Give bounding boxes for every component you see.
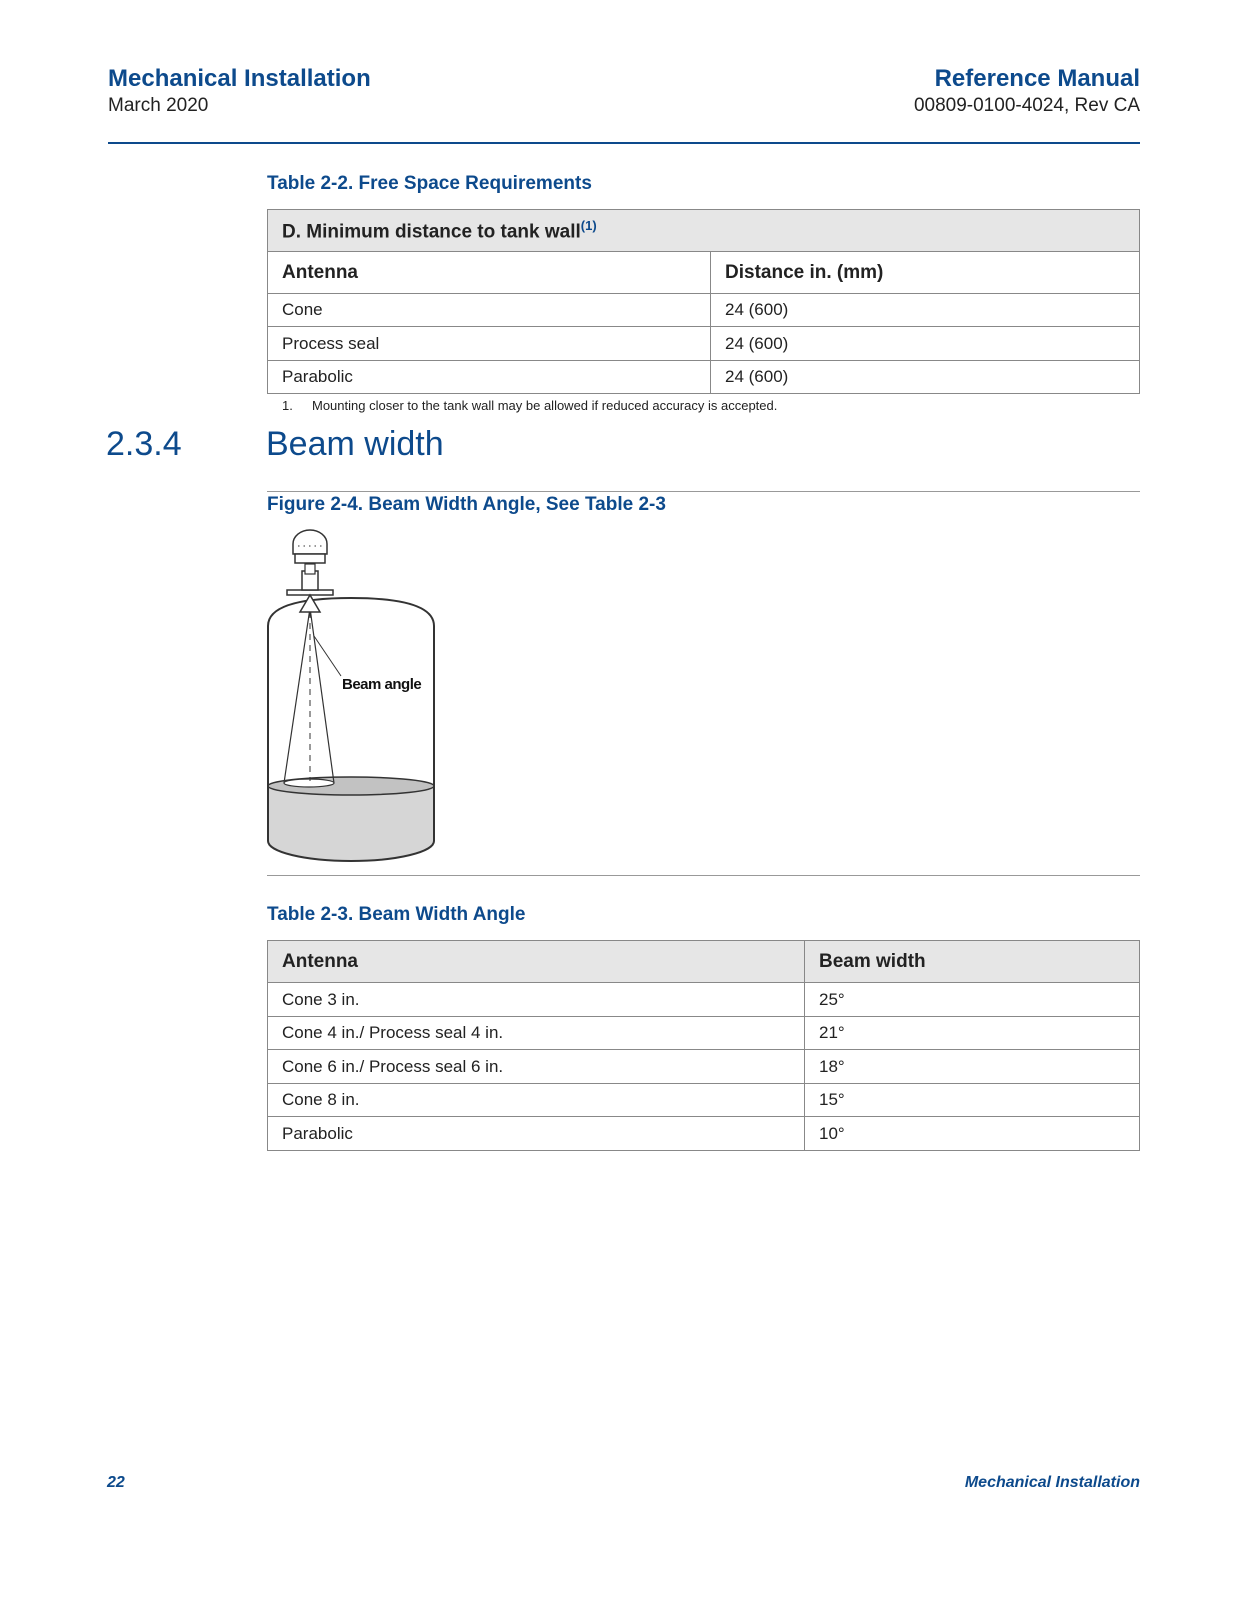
antenna-cell: Parabolic (268, 1117, 805, 1151)
manual-title: Reference Manual (934, 65, 1140, 92)
table-row (268, 327, 1140, 361)
figure-caption-text: Figure 2-4. Beam Width Angle, See (267, 494, 585, 515)
header-divider (108, 142, 1140, 144)
distance-cell: 24 (600) (711, 327, 1140, 361)
distance-cell: 24 (600) (711, 361, 1140, 394)
figure-caption (267, 494, 666, 516)
header-left (108, 64, 371, 118)
table-row (268, 983, 1140, 1017)
table-2-2-caption: Table 2-2. Free Space Requirements (267, 173, 592, 194)
footnote-ref[interactable]: (1) (580, 217, 597, 233)
group-header-text: D. Minimum distance to tank wall (282, 221, 581, 243)
antenna-cell: Cone 4 in./ Process seal 4 in. (268, 1017, 805, 1050)
footer-section-name: Mechanical Installation (964, 1474, 1140, 1491)
beam-width-cell: 18° (805, 1050, 1140, 1084)
table-row (268, 1050, 1140, 1084)
column-header-antenna: Antenna (268, 941, 805, 983)
beam-width-cell: 10° (805, 1117, 1140, 1151)
footnote-number: 1. (282, 398, 293, 413)
antenna-cell: Cone 3 in. (268, 983, 805, 1017)
table-cross-reference-link[interactable]: Table 2-3 (584, 494, 666, 515)
section-title: Beam width (266, 425, 444, 463)
beam-width-table (267, 940, 1140, 1151)
footnote-text: Mounting closer to the tank wall may be allowed if reduced accuracy is accepted. (312, 398, 778, 413)
transmitter-housing (295, 554, 325, 563)
publication-date: March 2020 (108, 95, 209, 116)
liquid-fill (268, 786, 434, 861)
table-row (268, 1084, 1140, 1117)
table-group-header-row (268, 210, 1140, 252)
antenna-cell: Process seal (268, 327, 711, 361)
beam-width-cell: 21° (805, 1017, 1140, 1050)
table-row (268, 1117, 1140, 1151)
beam-width-cell: 15° (805, 1084, 1140, 1117)
beam-cone (284, 608, 334, 783)
header-right (914, 64, 1140, 118)
column-header-beam-width: Beam width (805, 941, 1140, 983)
column-header-distance: Distance in. (mm) (711, 252, 1140, 294)
table-row (268, 294, 1140, 327)
figure-bottom-rule (267, 875, 1140, 876)
document-number: 00809-0100-4024, Rev CA (913, 95, 1140, 116)
page-number: 22 (107, 1474, 125, 1491)
table-footnote (282, 398, 777, 413)
antenna-cell: Cone 6 in./ Process seal 6 in. (268, 1050, 805, 1084)
free-space-table (267, 209, 1140, 394)
chapter-title: Mechanical Installation (108, 65, 371, 92)
table-row (268, 1017, 1140, 1050)
transmitter-head (293, 530, 327, 554)
column-header-antenna: Antenna (268, 252, 711, 294)
table-row (268, 361, 1140, 394)
table-group-header (268, 210, 1140, 252)
antenna-cell: Cone 8 in. (268, 1084, 805, 1117)
transmitter-connector (305, 564, 315, 574)
section-number: 2.3.4 (106, 425, 182, 463)
figure-top-rule (267, 491, 1140, 492)
beam-width-cell: 25° (805, 983, 1140, 1017)
cone-antenna (300, 595, 320, 612)
beam-width-figure (262, 526, 452, 871)
distance-cell: 24 (600) (711, 294, 1140, 327)
beam-angle-label: Beam angle (342, 676, 422, 693)
beam-footprint (284, 779, 334, 787)
table-header-row (268, 252, 1140, 294)
table-header-row (268, 941, 1140, 983)
antenna-cell: Parabolic (268, 361, 711, 394)
table-2-3-caption: Table 2-3. Beam Width Angle (267, 904, 526, 925)
antenna-cell: Cone (268, 294, 711, 327)
